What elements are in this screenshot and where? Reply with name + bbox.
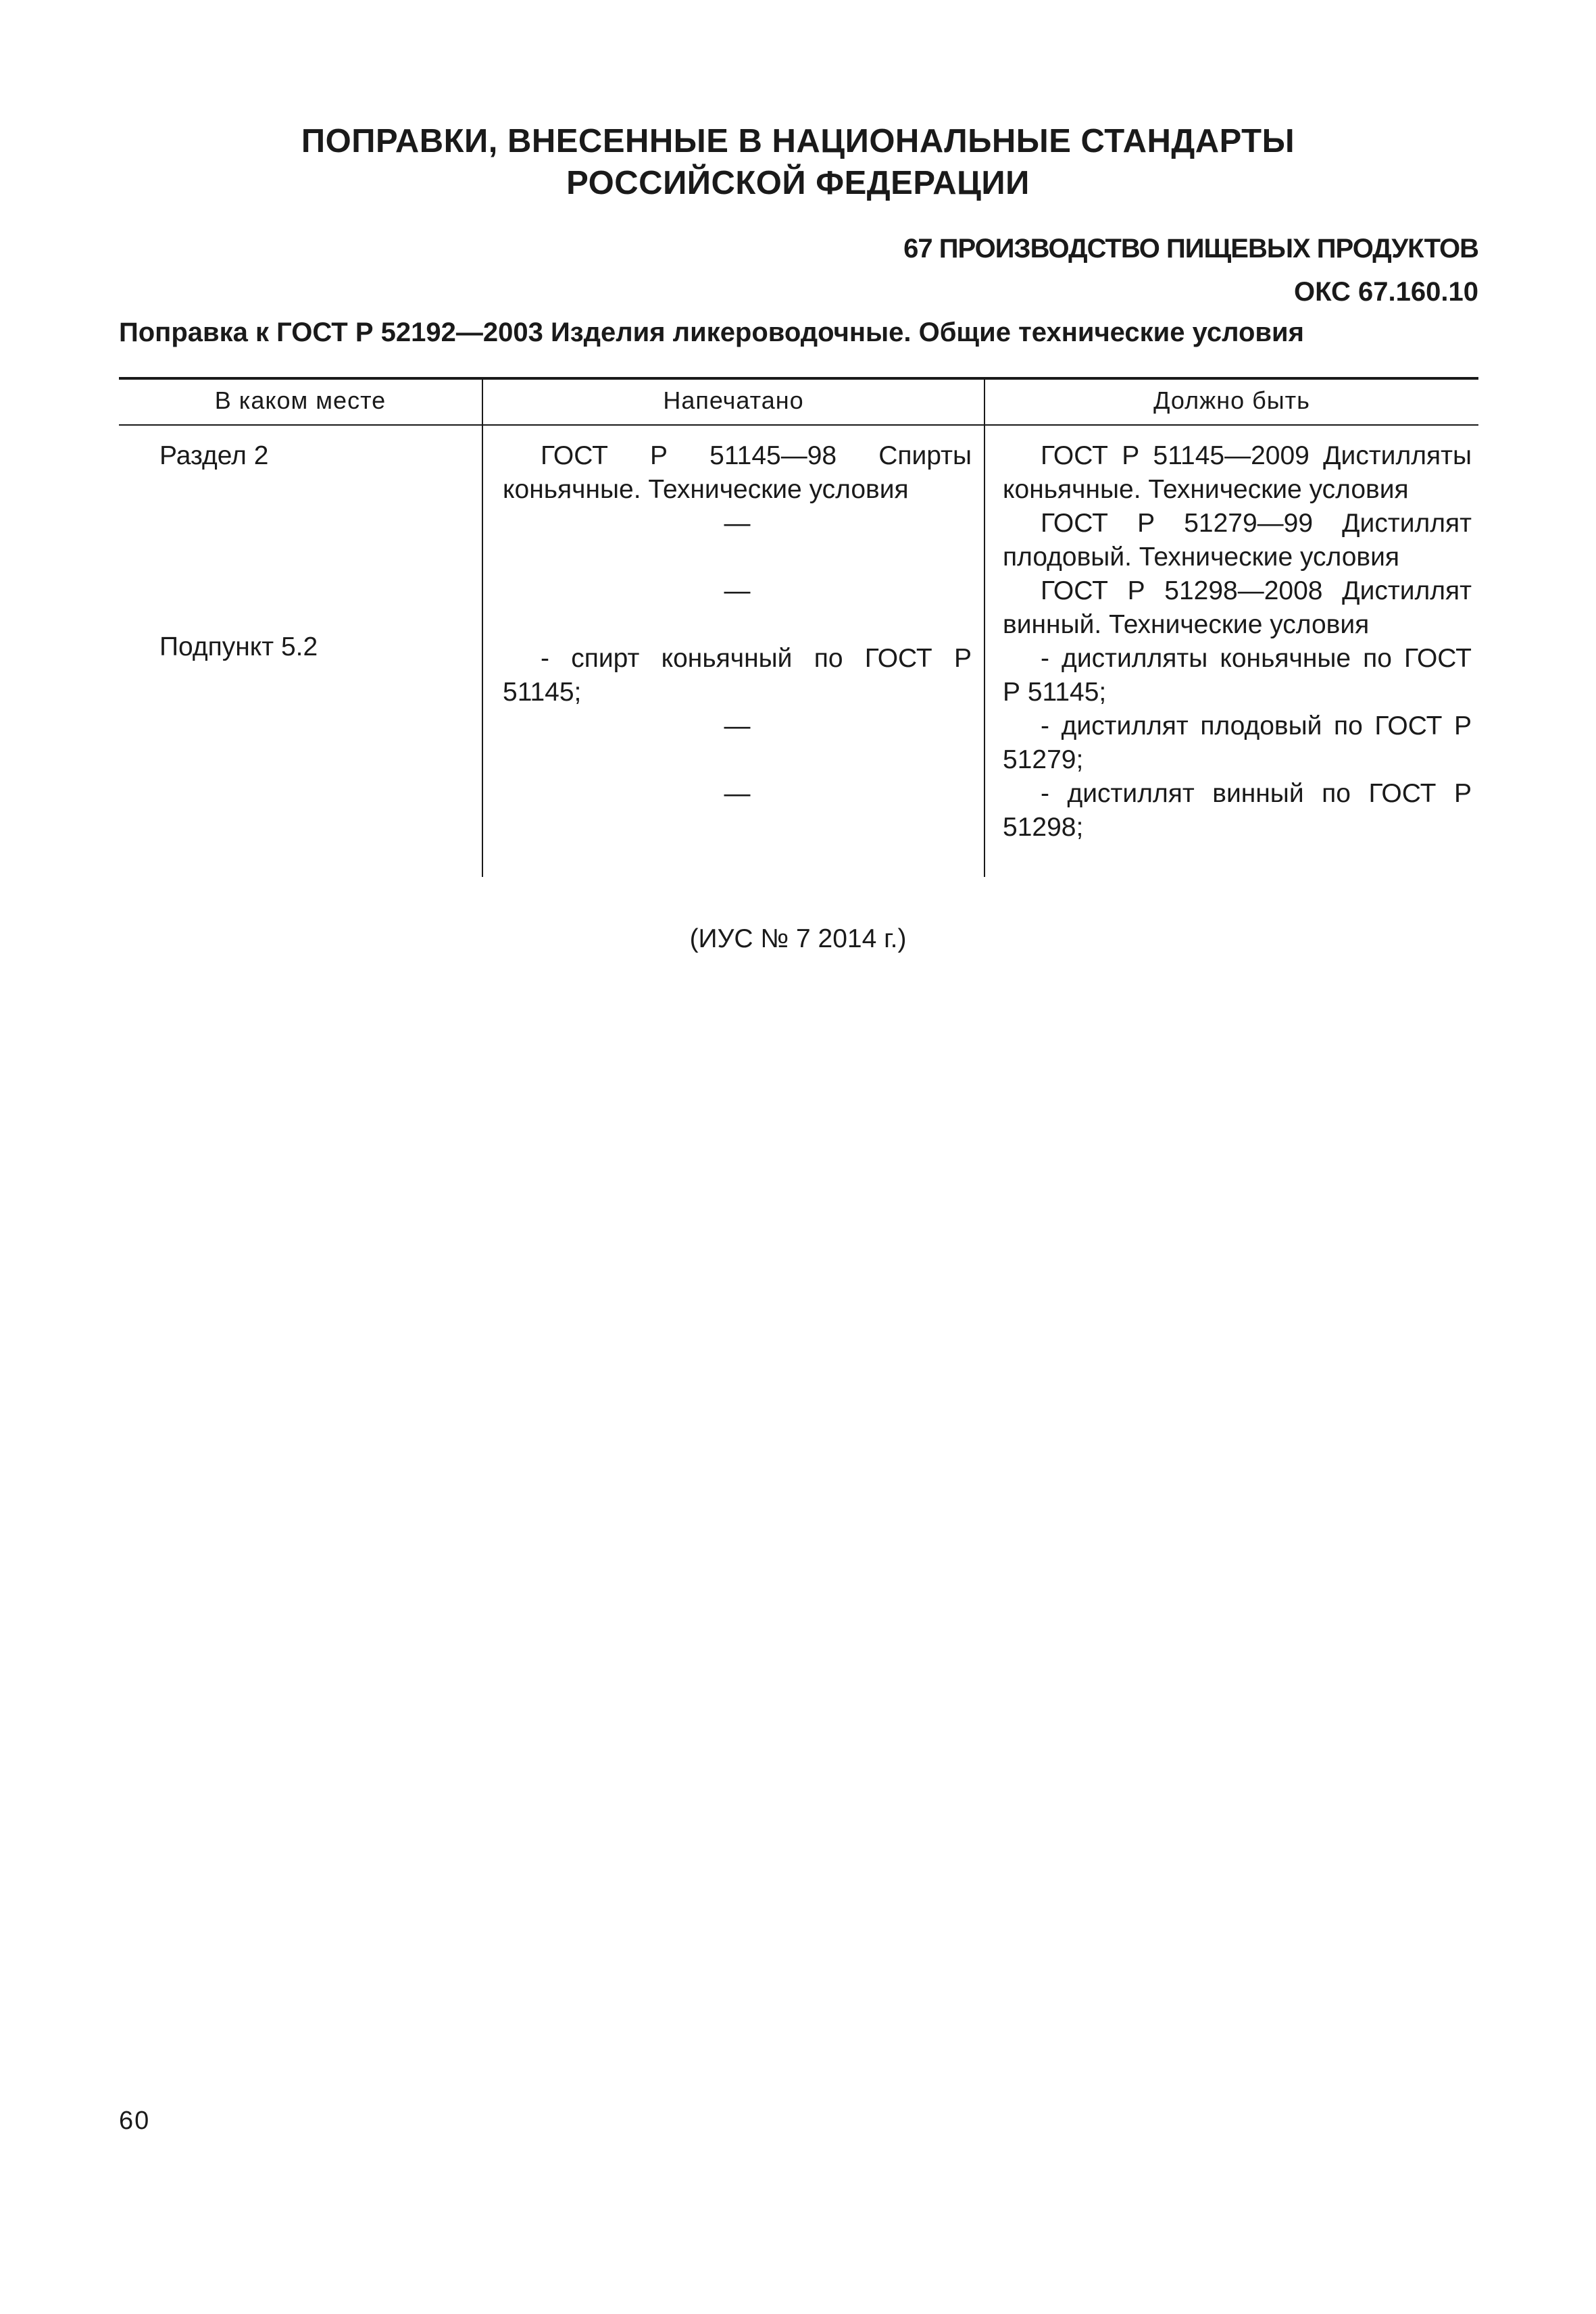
source-reference: (ИУС № 7 2014 г.) (689, 924, 907, 953)
row-printed (503, 439, 972, 608)
section-heading: 67 ПРОИЗВОДСТВО ПИЩЕВЫХ ПРОДУКТОВ (903, 234, 1478, 263)
printed-entry: ГОСТ Р 51145—98 Спирты коньячные. Технические условия (503, 441, 972, 504)
row-should-be (1003, 439, 1472, 642)
document-title (119, 120, 1477, 204)
table-header-rule (119, 424, 1478, 426)
printed-entry: — (724, 509, 751, 538)
amendment-title: Поправка к ГОСТ Р 52192—2003 Изделия ликероводочные. Общие технические условия (119, 318, 1304, 347)
corrected-entry: ГОСТ Р 51298—2008 Дистиллят винный. Технические условия (1003, 576, 1472, 639)
printed-entry: — (724, 779, 751, 808)
title-line-1: ПОПРАВКИ, ВНЕСЕННЫЕ В НАЦИОНАЛЬНЫЕ СТАНДАРТЫ (301, 123, 1295, 159)
corrected-entry: - дистиллят винный по ГОСТ Р 51298; (1003, 779, 1472, 842)
amendment-table (119, 377, 1478, 877)
column-header-place: В каком месте (214, 386, 386, 414)
row-place: Подпункт 5.2 (159, 632, 318, 661)
row-place: Раздел 2 (159, 441, 269, 470)
corrected-entry: - дистиллят плодовый по ГОСТ Р 51279; (1003, 711, 1472, 774)
printed-entry: — (724, 711, 751, 740)
oks-code: ОКС 67.160.10 (1294, 277, 1478, 307)
column-header-should-be: Должно быть (1153, 386, 1310, 414)
corrected-entry: - дистилляты коньячные по ГОСТ Р 51145; (1003, 644, 1472, 707)
page-number: 60 (119, 2107, 151, 2135)
row-should-be (1003, 642, 1472, 845)
title-line-2: РОССИЙСКОЙ ФЕДЕРАЦИИ (566, 165, 1030, 201)
printed-entry: — (724, 576, 751, 605)
column-divider (482, 377, 483, 877)
corrected-entry: ГОСТ Р 51145—2009 Дистилляты коньячные. Технические условия (1003, 441, 1472, 504)
corrected-entry: ГОСТ Р 51279—99 Дистиллят плодовый. Технические условия (1003, 509, 1472, 572)
column-header-printed: Напечатано (663, 386, 804, 414)
printed-entry: - спирт коньячный по ГОСТ Р 51145; (503, 644, 972, 707)
column-divider (984, 377, 985, 877)
row-printed (503, 642, 972, 811)
